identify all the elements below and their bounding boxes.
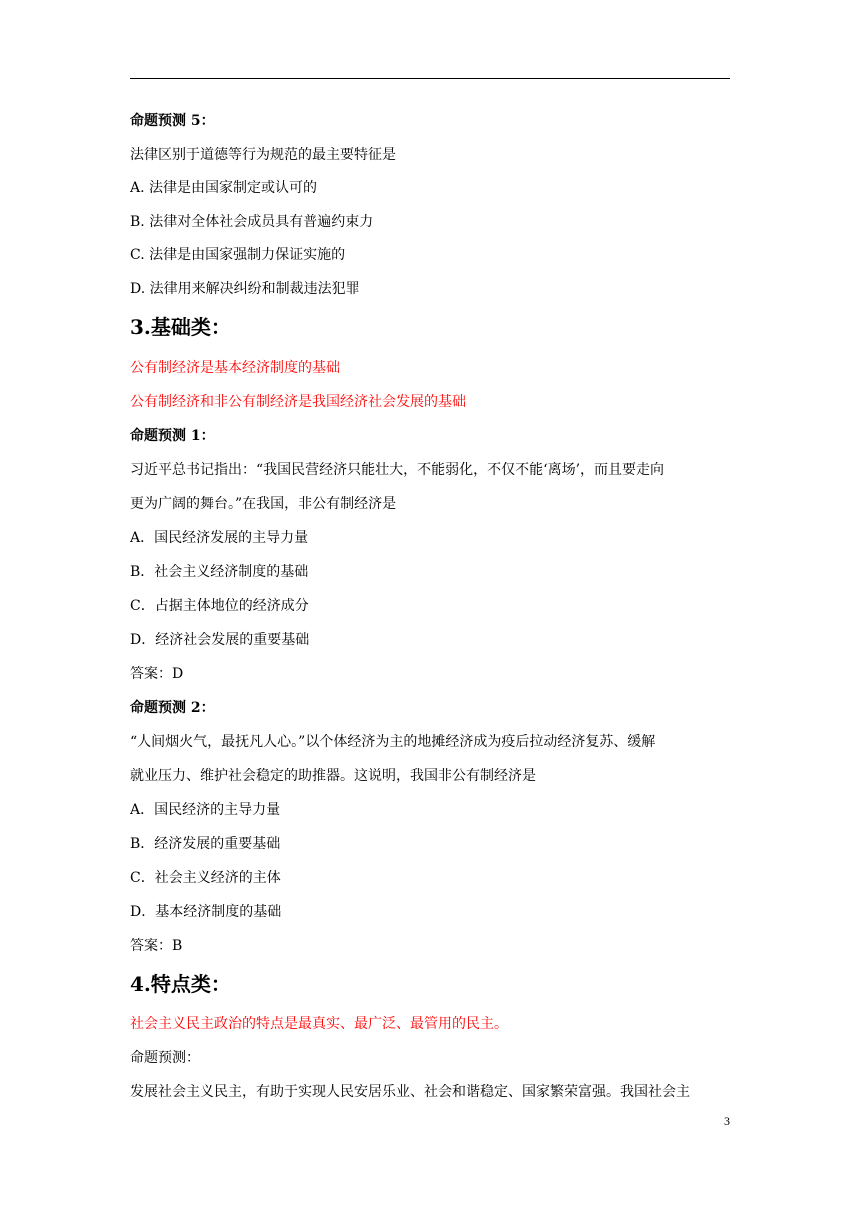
option-b: B. 法律对全体社会成员具有普遍约束力 xyxy=(130,214,374,230)
key-point: 公有制经济是基本经济制度的基础 xyxy=(130,360,340,376)
option-c: C．社会主义经济的主体 xyxy=(130,870,281,886)
question-label-2: 命题预测 2： xyxy=(130,700,215,716)
answer: 答案：D xyxy=(130,666,184,682)
key-point: 公有制经济和非公有制经济是我国经济社会发展的基础 xyxy=(130,394,466,410)
question-stem: 就业压力、维护社会稳定的助推器。这说明，我国非公有制经济是 xyxy=(130,768,536,784)
answer: 答案：B xyxy=(130,938,183,954)
page-number: 3 xyxy=(724,1114,730,1128)
option-a: A．国民经济的主导力量 xyxy=(130,802,281,818)
option-d: D. 法律用来解决纠纷和制裁违法犯罪 xyxy=(130,281,360,297)
question-label: 命题预测： xyxy=(130,1050,200,1066)
question-label-5: 命题预测 5： xyxy=(130,113,215,129)
option-b: B．经济发展的重要基础 xyxy=(130,836,281,852)
option-b: B．社会主义经济制度的基础 xyxy=(130,564,309,580)
option-a: A．国民经济发展的主导力量 xyxy=(130,530,309,546)
question-label-1: 命题预测 1： xyxy=(130,428,215,444)
section-heading-feature: 4.特点类： xyxy=(130,972,231,996)
option-c: C．占据主体地位的经济成分 xyxy=(130,598,309,614)
option-c: C. 法律是由国家强制力保证实施的 xyxy=(130,247,346,263)
question-stem: 法律区别于道德等行为规范的最主要特征是 xyxy=(130,147,396,163)
option-d: D．经济社会发展的重要基础 xyxy=(130,632,310,648)
question-stem: “人间烟火气，最抚凡人心。”以个体经济为主的地摊经济成为疫后拉动经济复苏、缓解 xyxy=(130,734,656,750)
question-stem: 更为广阔的舞台。”在我国，非公有制经济是 xyxy=(130,496,397,512)
header-rule xyxy=(130,78,730,79)
option-d: D．基本经济制度的基础 xyxy=(130,904,282,920)
key-point: 社会主义民主政治的特点是最真实、最广泛、最管用的民主。 xyxy=(130,1016,508,1032)
option-a: A. 法律是由国家制定或认可的 xyxy=(130,180,318,196)
question-stem: 发展社会主义民主，有助于实现人民安居乐业、社会和谐稳定、国家繁荣富强。我国社会主 xyxy=(130,1084,690,1100)
question-stem: 习近平总书记指出：“我国民营经济只能壮大，不能弱化，不仅不能‘离场’，而且要走向 xyxy=(130,462,665,478)
section-heading-basis: 3.基础类： xyxy=(130,315,231,339)
